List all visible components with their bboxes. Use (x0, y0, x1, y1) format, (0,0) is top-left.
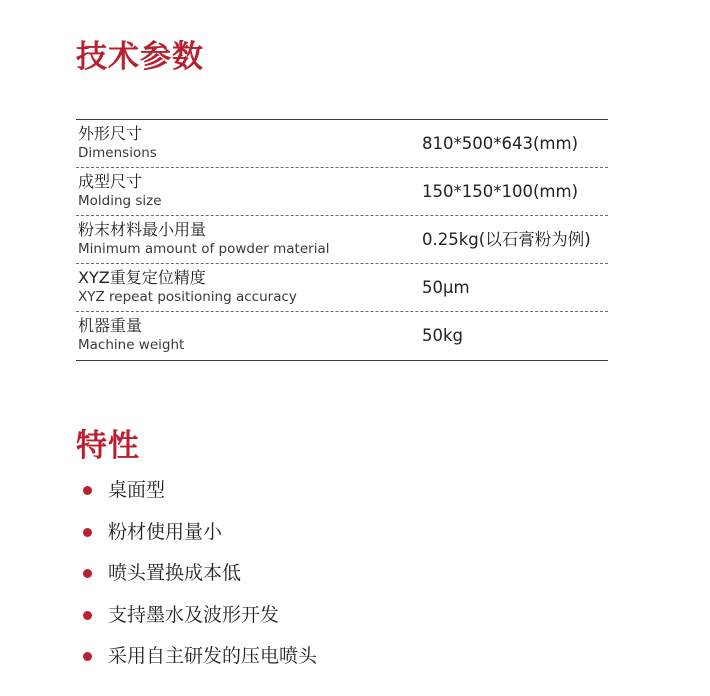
spec-label-zh: 粉末材料最小用量 (78, 220, 207, 239)
spec-row-xyz-accuracy (76, 264, 608, 312)
spec-label-zh: 成型尺寸 (78, 172, 143, 191)
spec-value: 50kg (422, 326, 464, 345)
feature-item (76, 644, 317, 686)
feature-text: 桌面型 (108, 479, 166, 501)
feature-item (76, 520, 317, 562)
bullet-dot-icon (83, 486, 92, 495)
spec-row-min-powder (76, 216, 608, 264)
feature-text: 支持墨水及波形开发 (108, 603, 280, 626)
bullet-dot-icon (83, 569, 92, 578)
bullet-dot-icon (83, 652, 92, 661)
spec-value: 50μm (422, 278, 470, 297)
bullet-dot-icon (83, 611, 92, 620)
spec-label-en: XYZ repeat positioning accuracy (78, 289, 297, 305)
spec-label-zh: 外形尺寸 (78, 124, 143, 143)
spec-label-en: Machine weight (78, 337, 185, 353)
spec-section-title: 技术参数 (76, 39, 204, 75)
feature-text: 粉材使用量小 (108, 520, 223, 543)
spec-row-dimensions (76, 120, 608, 168)
bullet-dot-icon (83, 528, 92, 537)
spec-label-en: Dimensions (78, 145, 157, 161)
features-section-title: 特性 (76, 428, 140, 464)
spec-value: 0.25kg(以石膏粉为例) (422, 230, 591, 249)
spec-label-en: Molding size (78, 193, 162, 209)
feature-item (76, 603, 317, 645)
spec-value: 150*150*100(mm) (422, 182, 579, 201)
spec-table (76, 119, 608, 361)
spec-label-zh: 机器重量 (78, 316, 143, 335)
spec-row-molding-size (76, 168, 608, 216)
feature-item (76, 478, 317, 520)
feature-item (76, 561, 317, 603)
spec-label-zh: XYZ重复定位精度 (78, 268, 206, 287)
feature-text: 采用自主研发的压电喷头 (108, 645, 318, 667)
feature-text: 喷头置换成本低 (108, 562, 242, 584)
spec-label-en: Minimum amount of powder material (78, 241, 330, 257)
spec-row-machine-weight (76, 312, 608, 360)
feature-list (76, 478, 317, 686)
spec-value: 810*500*643(mm) (422, 134, 579, 153)
